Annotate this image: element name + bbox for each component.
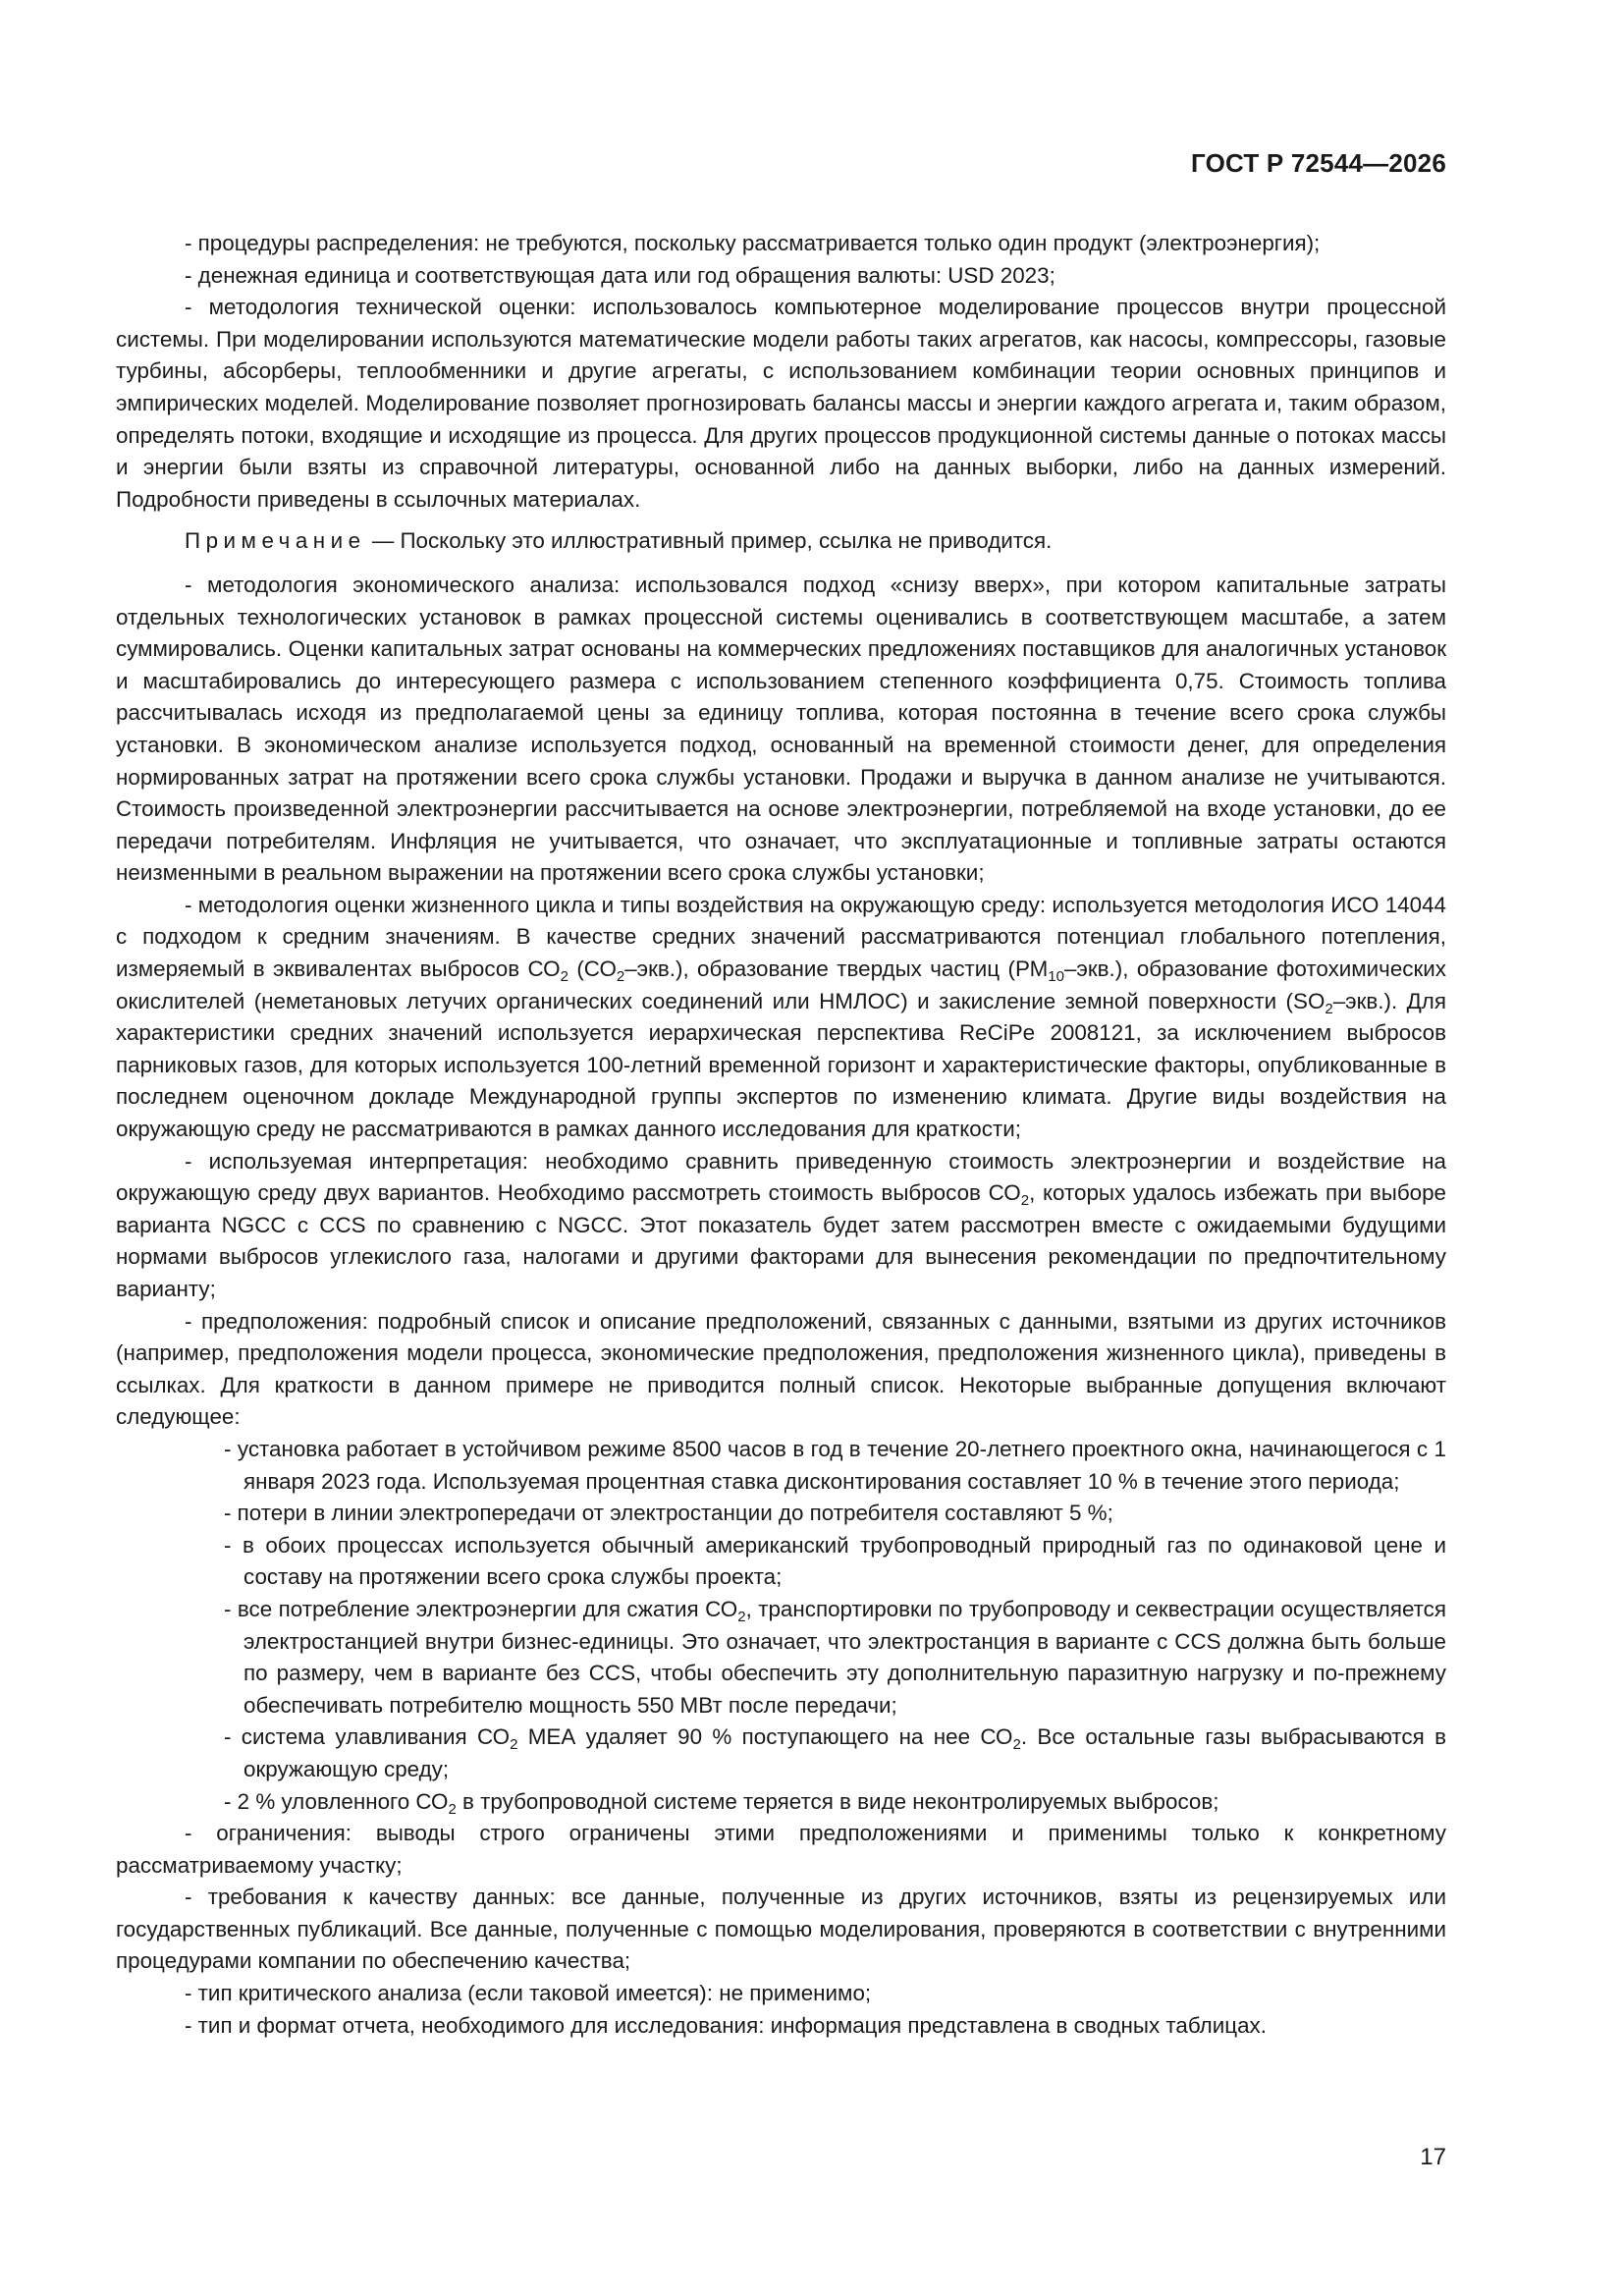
text-run: - 2 % уловленного СО [224, 1788, 449, 1814]
document-body [116, 228, 1446, 2042]
paragraph-report-format: - тип и формат отчета, необходимого для исследования: информация представлена в сводных таблицах. [185, 2012, 1267, 2038]
text-run: (СО [568, 957, 617, 982]
text-run: - все потребление электроэнергии для сжатия СО [224, 1596, 738, 1621]
text-run: –экв.), образование фотохимических окислителей (неметановых летучих органических соединений или НМЛОС) и закисление земной поверхности (SO [116, 957, 1446, 1013]
note [116, 525, 1446, 558]
subscript: 2 [1325, 1000, 1333, 1017]
subscript: 2 [448, 1800, 457, 1818]
assumption-item: - установка работает в устойчивом режиме 8500 часов в год в течение 20-летнего проектного окна, начинающегося с 1 января 2023 года. Используемая процентная ставка дисконтирования составляет 10 % в течение этого периода; [224, 1436, 1446, 1494]
assumption-item [224, 1786, 1446, 1819]
note-text: — Поскольку это иллюстративный пример, ссылка не приводится. [365, 528, 1053, 554]
note-label: Примечание [185, 528, 366, 554]
assumption-item [224, 1722, 1446, 1785]
subscript: 2 [616, 968, 625, 986]
text-run: –экв.). Для характеристики средних значений используется иерархическая перспектива ReCiPe 2008121, за исключением выбросов парниковых газов, для которых используется 100-летний временной горизонт и характеристические факторы, опубликованные в последнем оценочном докладе Международной группы экспертов по изменению климата. Другие виды воздействия на окружающую среду не рассматриваются в рамках данного исследования для краткости; [116, 988, 1446, 1142]
subscript: 2 [560, 968, 568, 986]
paragraph-limitations: - ограничения: выводы строго ограничены этими предположениями и применимы только к конкретному рассматриваемому участку; [116, 1821, 1446, 1878]
assumption-item: - в обоих процессах используется обычный американский трубопроводный природный газ по одинаковой цене и составу на протяжении всего срока службы проекта; [224, 1532, 1446, 1590]
subscript: 2 [1020, 1192, 1030, 1210]
assumption-item [224, 1594, 1446, 1722]
paragraph-allocation: - процедуры распределения: не требуются, поскольку рассматривается только один продукт (электроэнергия); [185, 231, 1321, 255]
paragraph-assumptions: - предположения: подробный список и описание предположений, связанных с данными, взятыми из других источников (например, предположения модели процесса, экономические предположения, предположения жизненного цикла), приведены в ссылках. Для краткости в данном примере не приводится полный список. Некоторые выбранные допущения включают следующее: [116, 1308, 1446, 1430]
text-run: , транспортировки по трубопроводу и секвестрации осуществляется электростанцией внутри бизнес-единицы. Это означает, что электростанция в варианте с CCS должна быть больше по размеру, чем в варианте без CCS, чтобы обеспечить эту дополнительную паразитную нагрузку и по-прежнему обеспечивать потребителю мощность 550 МВт после передачи; [243, 1596, 1446, 1718]
paragraph-critical-review: - тип критического анализа (если таковой имеется): не применимо; [185, 1981, 872, 2006]
text-run: , которых удалось избежать при выборе варианта NGCC с CCS по сравнению с NGCC. Этот показатель будет затем рассмотрен вместе с ожидаемыми будущими нормами выбросов углекислого газа, налогами и другими факторами для вынесения рекомендации по предпочтительному варианту; [116, 1180, 1446, 1301]
paragraph-currency: - денежная единица и соответствующая дата или год обращения валюты: USD 2023; [185, 262, 1055, 288]
page-number: 17 [1420, 2144, 1446, 2170]
paragraph-data-quality: - требования к качеству данных: все данные, полученные из других источников, взяты из рецензируемых или государственных публикаций. Все данные, полученные с помощью моделирования, проверяются в соответствии с внутренними процедурами компании по обеспечению качества; [116, 1885, 1446, 1974]
paragraph-lca-methodology [116, 890, 1446, 1146]
subscript: 2 [1012, 1736, 1021, 1754]
subscript: 2 [737, 1608, 746, 1625]
document-code-header: ГОСТ Р 72544—2026 [1191, 148, 1446, 178]
text-run: в трубопроводной системе теряется в виде неконтролируемых выбросов; [456, 1788, 1219, 1814]
paragraph-technical-methodology: - методология технической оценки: использовалось компьютерное моделирование процессов внутри процессной системы. При моделировании используются математические модели работы таких агрегатов, как насосы, компрессоры, газовые турбины, абсорберы, теплообменники и другие агрегаты, с использованием комбинации теории основных принципов и эмпирических моделей. Моделирование позволяет прогнозировать балансы массы и энергии каждого агрегата и, таким образом, определять потоки, входящие и исходящие из процесса. Для других процессов продукционной системы данные о потоках массы и энергии были взяты из справочной литературы, основанной либо на данных выборки, либо на данных измерений. Подробности приведены в ссылочных материалах. [116, 295, 1446, 512]
subscript: 2 [510, 1736, 518, 1754]
text-run: –экв.), образование твердых частиц (РМ [624, 957, 1049, 982]
text-run: - используемая интерпретация: необходимо сравнить приведенную стоимость электроэнергии и воздействие на окружающую среду двух вариантов. Необходимо рассмотреть стоимость выбросов СО [116, 1148, 1446, 1206]
subscript: 10 [1048, 968, 1064, 986]
assumption-item: - потери в линии электропередачи от электростанции до потребителя составляют 5 %; [224, 1501, 1113, 1526]
text-run: - методология оценки жизненного цикла и типы воздействия на окружающую среду: используется методология ИСО 14044 с подходом к средним значениям. В качестве средних значений рассматриваются потенциал глобального потепления, измеряемый в эквивалентах выбросов СО [116, 892, 1446, 982]
paragraph-economic-methodology: - методология экономического анализа: использовался подход «снизу вверх», при котором капитальные затраты отдельных технологических установок в рамках процессной системы оценивались в соответствующем масштабе, а затем суммировались. Оценки капитальных затрат основаны на коммерческих предложениях поставщиков для аналогичных установок и масштабировались до интересующего размера с использованием степенного коэффициента 0,75. Стоимость топлива рассчитывалась исходя из предполагаемой цены за единицу топлива, которая постоянна в течение всего срока службы установки. В экономическом анализе используется подход, основанный на временной стоимости денег, для определения нормированных затрат на протяжении всего срока службы установки. Продажи и выручка в данном анализе не учитываются. Стоимость произведенной электроэнергии рассчитывается на основе электроэнергии, потребляемой на входе установки, до ее передачи потребителям. Инфляция не учитывается, что означает, что эксплуатационные и топливные затраты остаются неизменными в реальном выражении на протяжении всего срока службы установки; [116, 572, 1446, 886]
paragraph-interpretation [116, 1146, 1446, 1306]
text-run: - система улавливания СО [224, 1724, 511, 1750]
text-run: МЕА удаляет 90 % поступающего на нее СО [517, 1724, 1013, 1750]
text-run: . Все остальные газы выбрасываются в окружающую среду; [243, 1724, 1446, 1781]
